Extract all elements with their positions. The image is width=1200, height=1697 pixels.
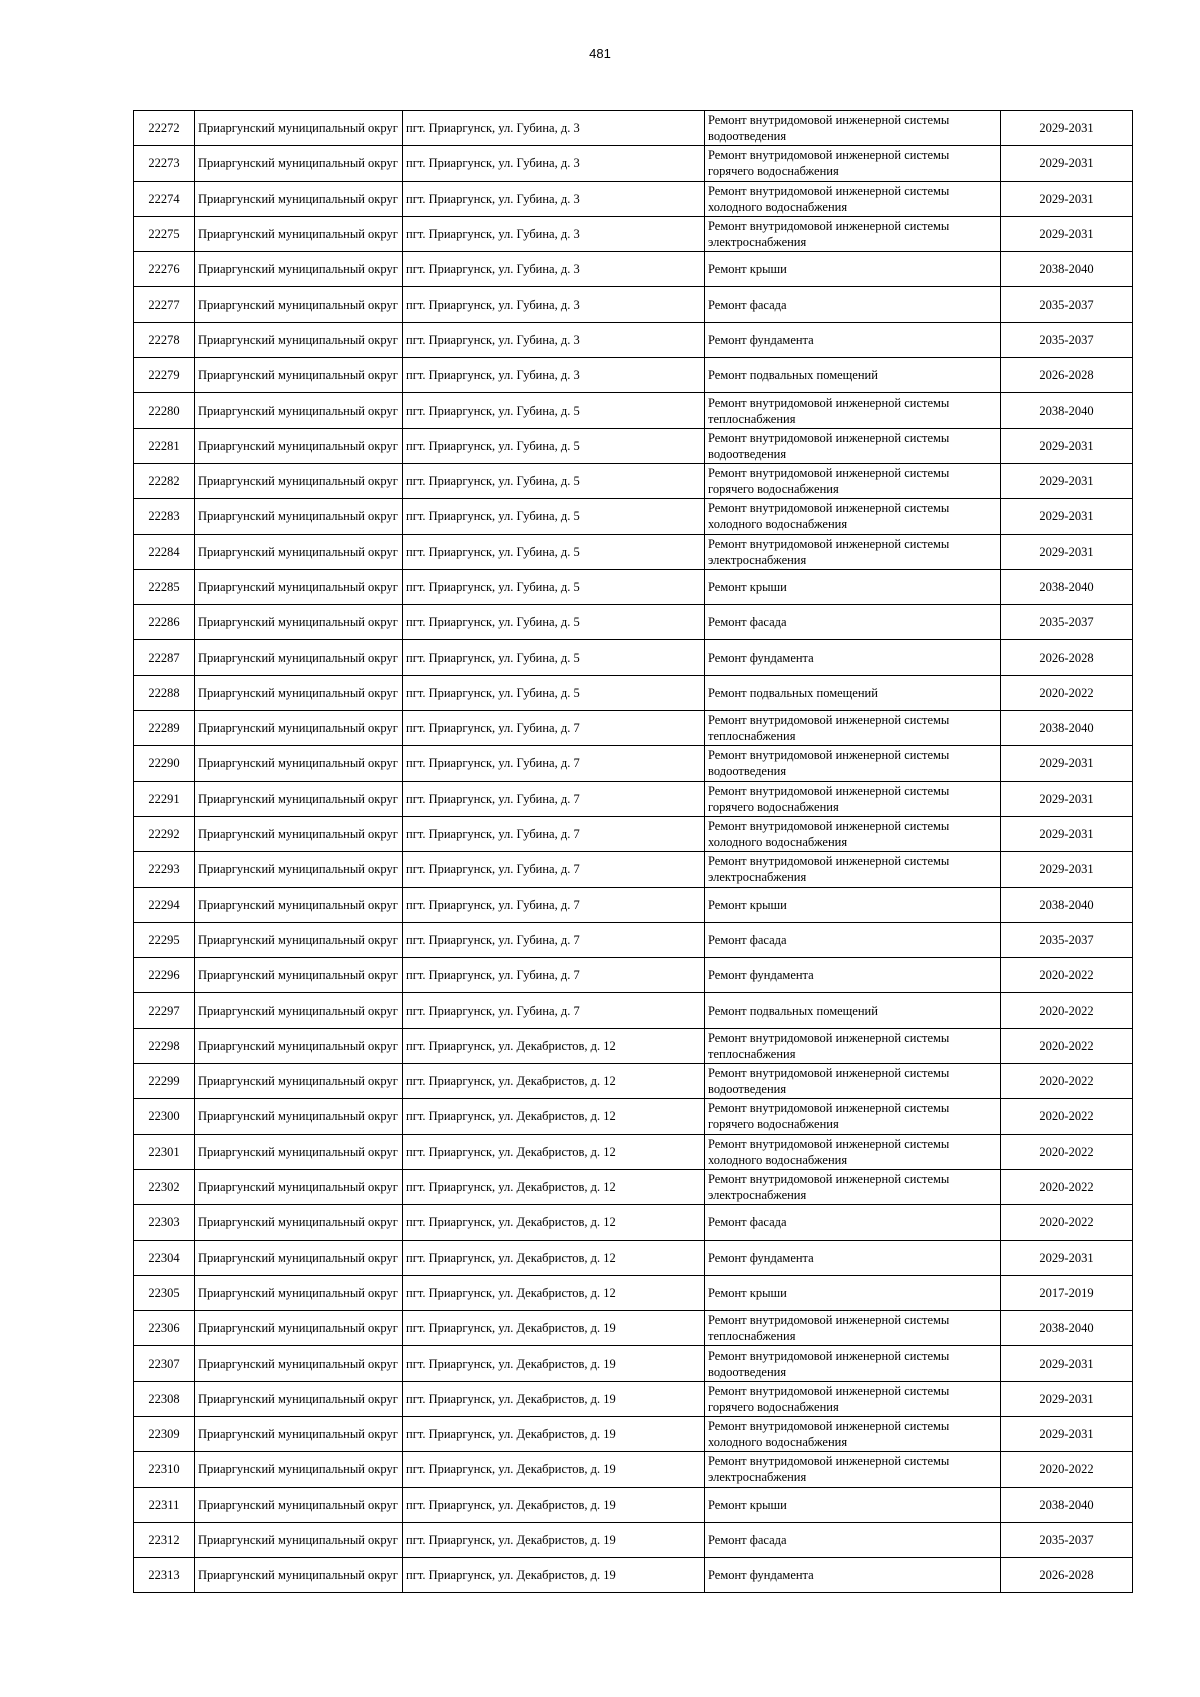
address-cell: пгт. Приаргунск, ул. Губина, д. 3 [403,322,705,357]
table-row [134,358,1133,393]
district-cell: Приаргунский муниципальный округ [195,746,403,781]
table-row [134,1169,1133,1204]
work-type-cell: Ремонт внутридомовой инженерной системы водоотведения [705,746,1001,781]
table-row [134,463,1133,498]
period-cell: 2029-2031 [1001,1381,1133,1416]
row-number: 22300 [134,1099,195,1134]
address-cell: пгт. Приаргунск, ул. Губина, д. 5 [403,393,705,428]
district-cell: Приаргунский муниципальный округ [195,181,403,216]
work-type-cell: Ремонт фундамента [705,640,1001,675]
address-cell: пгт. Приаргунск, ул. Губина, д. 5 [403,534,705,569]
address-cell: пгт. Приаргунск, ул. Губина, д. 5 [403,675,705,710]
address-cell: пгт. Приаргунск, ул. Губина, д. 7 [403,993,705,1028]
address-cell: пгт. Приаргунск, ул. Губина, д. 3 [403,358,705,393]
period-cell: 2020-2022 [1001,1134,1133,1169]
row-number: 22294 [134,887,195,922]
work-type-cell: Ремонт внутридомовой инженерной системы горячего водоснабжения [705,1381,1001,1416]
district-cell: Приаргунский муниципальный округ [195,393,403,428]
work-type-cell: Ремонт внутридомовой инженерной системы холодного водоснабжения [705,816,1001,851]
address-cell: пгт. Приаргунск, ул. Губина, д. 3 [403,181,705,216]
address-cell: пгт. Приаргунск, ул. Декабристов, д. 19 [403,1522,705,1557]
district-cell: Приаргунский муниципальный округ [195,499,403,534]
address-cell: пгт. Приаргунск, ул. Декабристов, д. 12 [403,1099,705,1134]
work-type-cell: Ремонт крыши [705,887,1001,922]
table-row [134,428,1133,463]
work-type-cell: Ремонт фасада [705,605,1001,640]
period-cell: 2020-2022 [1001,1205,1133,1240]
work-type-cell: Ремонт крыши [705,569,1001,604]
period-cell: 2029-2031 [1001,463,1133,498]
period-cell: 2029-2031 [1001,816,1133,851]
row-number: 22303 [134,1205,195,1240]
period-cell: 2020-2022 [1001,1099,1133,1134]
row-number: 22276 [134,252,195,287]
district-cell: Приаргунский муниципальный округ [195,922,403,957]
period-cell: 2029-2031 [1001,499,1133,534]
row-number: 22301 [134,1134,195,1169]
work-type-cell: Ремонт внутридомовой инженерной системы горячего водоснабжения [705,463,1001,498]
table-row [134,781,1133,816]
period-cell: 2029-2031 [1001,781,1133,816]
table-row [134,922,1133,957]
district-cell: Приаргунский муниципальный округ [195,1169,403,1204]
work-type-cell: Ремонт внутридомовой инженерной системы электроснабжения [705,534,1001,569]
row-number: 22282 [134,463,195,498]
row-number: 22278 [134,322,195,357]
work-type-cell: Ремонт внутридомовой инженерной системы водоотведения [705,428,1001,463]
period-cell: 2029-2031 [1001,1416,1133,1451]
table-row [134,146,1133,181]
work-type-cell: Ремонт внутридомовой инженерной системы горячего водоснабжения [705,781,1001,816]
address-cell: пгт. Приаргунск, ул. Губина, д. 5 [403,640,705,675]
district-cell: Приаргунский муниципальный округ [195,1346,403,1381]
table-row [134,852,1133,887]
period-cell: 2038-2040 [1001,569,1133,604]
address-cell: пгт. Приаргунск, ул. Декабристов, д. 12 [403,1169,705,1204]
table-row [134,1381,1133,1416]
period-cell: 2020-2022 [1001,1028,1133,1063]
district-cell: Приаргунский муниципальный округ [195,1416,403,1451]
row-number: 22287 [134,640,195,675]
address-cell: пгт. Приаргунск, ул. Губина, д. 7 [403,887,705,922]
address-cell: пгт. Приаргунск, ул. Губина, д. 3 [403,252,705,287]
table-row [134,1028,1133,1063]
district-cell: Приаргунский муниципальный округ [195,1064,403,1099]
work-type-cell: Ремонт фасада [705,287,1001,322]
period-cell: 2020-2022 [1001,1452,1133,1487]
period-cell: 2029-2031 [1001,852,1133,887]
table-row [134,1311,1133,1346]
table-row [134,1134,1133,1169]
work-type-cell: Ремонт внутридомовой инженерной системы холодного водоснабжения [705,499,1001,534]
work-type-cell: Ремонт внутридомовой инженерной системы электроснабжения [705,1169,1001,1204]
work-type-cell: Ремонт внутридомовой инженерной системы горячего водоснабжения [705,146,1001,181]
table-row [134,111,1133,146]
district-cell: Приаргунский муниципальный округ [195,958,403,993]
period-cell: 2038-2040 [1001,252,1133,287]
district-cell: Приаргунский муниципальный округ [195,1487,403,1522]
period-cell: 2035-2037 [1001,1522,1133,1557]
work-type-cell: Ремонт крыши [705,252,1001,287]
table-row [134,746,1133,781]
district-cell: Приаргунский муниципальный округ [195,534,403,569]
address-cell: пгт. Приаргунск, ул. Губина, д. 7 [403,816,705,851]
table-row [134,1205,1133,1240]
work-type-cell: Ремонт подвальных помещений [705,675,1001,710]
address-cell: пгт. Приаргунск, ул. Декабристов, д. 12 [403,1275,705,1310]
table-row [134,322,1133,357]
district-cell: Приаргунский муниципальный округ [195,1275,403,1310]
period-cell: 2035-2037 [1001,605,1133,640]
period-cell: 2020-2022 [1001,1064,1133,1099]
row-number: 22305 [134,1275,195,1310]
address-cell: пгт. Приаргунск, ул. Декабристов, д. 19 [403,1346,705,1381]
period-cell: 2038-2040 [1001,1311,1133,1346]
table-row [134,1240,1133,1275]
period-cell: 2029-2031 [1001,181,1133,216]
address-cell: пгт. Приаргунск, ул. Декабристов, д. 19 [403,1452,705,1487]
address-cell: пгт. Приаргунск, ул. Декабристов, д. 12 [403,1240,705,1275]
district-cell: Приаргунский муниципальный округ [195,463,403,498]
table-row [134,1487,1133,1522]
table-row [134,675,1133,710]
address-cell: пгт. Приаргунск, ул. Декабристов, д. 19 [403,1558,705,1593]
row-number: 22311 [134,1487,195,1522]
table-row [134,605,1133,640]
district-cell: Приаргунский муниципальный округ [195,322,403,357]
work-type-cell: Ремонт крыши [705,1487,1001,1522]
address-cell: пгт. Приаргунск, ул. Губина, д. 5 [403,499,705,534]
district-cell: Приаргунский муниципальный округ [195,781,403,816]
row-number: 22309 [134,1416,195,1451]
period-cell: 2035-2037 [1001,922,1133,957]
address-cell: пгт. Приаргунск, ул. Губина, д. 7 [403,746,705,781]
district-cell: Приаргунский муниципальный округ [195,993,403,1028]
row-number: 22277 [134,287,195,322]
row-number: 22286 [134,605,195,640]
work-type-cell: Ремонт подвальных помещений [705,993,1001,1028]
row-number: 22280 [134,393,195,428]
address-cell: пгт. Приаргунск, ул. Губина, д. 7 [403,852,705,887]
address-cell: пгт. Приаргунск, ул. Губина, д. 3 [403,216,705,251]
address-cell: пгт. Приаргунск, ул. Губина, д. 7 [403,781,705,816]
district-cell: Приаргунский муниципальный округ [195,111,403,146]
work-type-cell: Ремонт фундамента [705,958,1001,993]
district-cell: Приаргунский муниципальный округ [195,1381,403,1416]
address-cell: пгт. Приаргунск, ул. Губина, д. 3 [403,287,705,322]
work-type-cell: Ремонт фундамента [705,1240,1001,1275]
period-cell: 2020-2022 [1001,958,1133,993]
work-type-cell: Ремонт внутридомовой инженерной системы водоотведения [705,1064,1001,1099]
address-cell: пгт. Приаргунск, ул. Губина, д. 7 [403,958,705,993]
district-cell: Приаргунский муниципальный округ [195,252,403,287]
period-cell: 2038-2040 [1001,1487,1133,1522]
work-type-cell: Ремонт фундамента [705,1558,1001,1593]
period-cell: 2029-2031 [1001,146,1133,181]
row-number: 22307 [134,1346,195,1381]
period-cell: 2035-2037 [1001,322,1133,357]
page-number: 481 [589,46,611,61]
row-number: 22279 [134,358,195,393]
row-number: 22296 [134,958,195,993]
address-cell: пгт. Приаргунск, ул. Декабристов, д. 19 [403,1416,705,1451]
address-cell: пгт. Приаргунск, ул. Губина, д. 5 [403,605,705,640]
address-cell: пгт. Приаргунск, ул. Декабристов, д. 19 [403,1381,705,1416]
row-number: 22273 [134,146,195,181]
table-row [134,1099,1133,1134]
row-number: 22298 [134,1028,195,1063]
row-number: 22299 [134,1064,195,1099]
district-cell: Приаргунский муниципальный округ [195,1134,403,1169]
district-cell: Приаргунский муниципальный округ [195,1311,403,1346]
table-row [134,569,1133,604]
work-type-cell: Ремонт фасада [705,1522,1001,1557]
work-type-cell: Ремонт внутридомовой инженерной системы горячего водоснабжения [705,1099,1001,1134]
address-cell: пгт. Приаргунск, ул. Декабристов, д. 19 [403,1487,705,1522]
address-cell: пгт. Приаргунск, ул. Губина, д. 3 [403,111,705,146]
district-cell: Приаргунский муниципальный округ [195,852,403,887]
district-cell: Приаргунский муниципальный округ [195,675,403,710]
period-cell: 2029-2031 [1001,534,1133,569]
address-cell: пгт. Приаргунск, ул. Декабристов, д. 19 [403,1311,705,1346]
district-cell: Приаргунский муниципальный округ [195,1205,403,1240]
table-row [134,887,1133,922]
table-row [134,993,1133,1028]
row-number: 22312 [134,1522,195,1557]
address-cell: пгт. Приаргунск, ул. Декабристов, д. 12 [403,1028,705,1063]
row-number: 22306 [134,1311,195,1346]
row-number: 22272 [134,111,195,146]
row-number: 22275 [134,216,195,251]
table-row [134,640,1133,675]
period-cell: 2038-2040 [1001,711,1133,746]
address-cell: пгт. Приаргунск, ул. Губина, д. 5 [403,569,705,604]
period-cell: 2029-2031 [1001,1346,1133,1381]
table-row [134,1064,1133,1099]
table-row [134,534,1133,569]
period-cell: 2026-2028 [1001,358,1133,393]
row-number: 22295 [134,922,195,957]
row-number: 22288 [134,675,195,710]
district-cell: Приаргунский муниципальный округ [195,605,403,640]
table-row [134,499,1133,534]
district-cell: Приаргунский муниципальный округ [195,1522,403,1557]
work-type-cell: Ремонт внутридомовой инженерной системы электроснабжения [705,1452,1001,1487]
row-number: 22283 [134,499,195,534]
row-number: 22292 [134,816,195,851]
row-number: 22281 [134,428,195,463]
table-row [134,393,1133,428]
work-type-cell: Ремонт внутридомовой инженерной системы водоотведения [705,111,1001,146]
period-cell: 2029-2031 [1001,111,1133,146]
row-number: 22313 [134,1558,195,1593]
work-type-cell: Ремонт крыши [705,1275,1001,1310]
district-cell: Приаргунский муниципальный округ [195,358,403,393]
district-cell: Приаргунский муниципальный округ [195,1240,403,1275]
table-row [134,1275,1133,1310]
district-cell: Приаргунский муниципальный округ [195,640,403,675]
district-cell: Приаргунский муниципальный округ [195,216,403,251]
work-type-cell: Ремонт фасада [705,1205,1001,1240]
table-row [134,816,1133,851]
period-cell: 2020-2022 [1001,993,1133,1028]
district-cell: Приаргунский муниципальный округ [195,569,403,604]
district-cell: Приаргунский муниципальный округ [195,887,403,922]
table-row [134,287,1133,322]
period-cell: 2020-2022 [1001,1169,1133,1204]
work-type-cell: Ремонт фасада [705,922,1001,957]
row-number: 22304 [134,1240,195,1275]
district-cell: Приаргунский муниципальный округ [195,428,403,463]
period-cell: 2017-2019 [1001,1275,1133,1310]
table-row [134,1346,1133,1381]
period-cell: 2038-2040 [1001,393,1133,428]
table-row [134,181,1133,216]
row-number: 22302 [134,1169,195,1204]
period-cell: 2029-2031 [1001,746,1133,781]
row-number: 22289 [134,711,195,746]
address-cell: пгт. Приаргунск, ул. Декабристов, д. 12 [403,1205,705,1240]
work-type-cell: Ремонт внутридомовой инженерной системы теплоснабжения [705,393,1001,428]
table-row [134,958,1133,993]
address-cell: пгт. Приаргунск, ул. Губина, д. 5 [403,463,705,498]
period-cell: 2026-2028 [1001,640,1133,675]
district-cell: Приаргунский муниципальный округ [195,711,403,746]
district-cell: Приаргунский муниципальный округ [195,1452,403,1487]
row-number: 22274 [134,181,195,216]
row-number: 22291 [134,781,195,816]
repair-schedule-table [133,110,1133,1593]
row-number: 22285 [134,569,195,604]
period-cell: 2035-2037 [1001,287,1133,322]
district-cell: Приаргунский муниципальный округ [195,146,403,181]
address-cell: пгт. Приаргунск, ул. Губина, д. 7 [403,711,705,746]
address-cell: пгт. Приаргунск, ул. Декабристов, д. 12 [403,1134,705,1169]
table-row [134,711,1133,746]
work-type-cell: Ремонт внутридомовой инженерной системы водоотведения [705,1346,1001,1381]
table-row [134,1558,1133,1593]
work-type-cell: Ремонт внутридомовой инженерной системы теплоснабжения [705,711,1001,746]
row-number: 22284 [134,534,195,569]
table-body [134,111,1133,1593]
district-cell: Приаргунский муниципальный округ [195,287,403,322]
row-number: 22310 [134,1452,195,1487]
table-row [134,1452,1133,1487]
work-type-cell: Ремонт фундамента [705,322,1001,357]
period-cell: 2038-2040 [1001,887,1133,922]
table-row [134,1416,1133,1451]
district-cell: Приаргунский муниципальный округ [195,1028,403,1063]
work-type-cell: Ремонт внутридомовой инженерной системы теплоснабжения [705,1311,1001,1346]
district-cell: Приаргунский муниципальный округ [195,1099,403,1134]
district-cell: Приаргунский муниципальный округ [195,1558,403,1593]
row-number: 22308 [134,1381,195,1416]
table-row [134,1522,1133,1557]
period-cell: 2029-2031 [1001,428,1133,463]
district-cell: Приаргунский муниципальный округ [195,816,403,851]
address-cell: пгт. Приаргунск, ул. Декабристов, д. 12 [403,1064,705,1099]
address-cell: пгт. Приаргунск, ул. Губина, д. 3 [403,146,705,181]
row-number: 22297 [134,993,195,1028]
table-row [134,252,1133,287]
period-cell: 2029-2031 [1001,216,1133,251]
work-type-cell: Ремонт внутридомовой инженерной системы теплоснабжения [705,1028,1001,1063]
work-type-cell: Ремонт внутридомовой инженерной системы электроснабжения [705,216,1001,251]
work-type-cell: Ремонт внутридомовой инженерной системы холодного водоснабжения [705,181,1001,216]
work-type-cell: Ремонт внутридомовой инженерной системы электроснабжения [705,852,1001,887]
row-number: 22290 [134,746,195,781]
work-type-cell: Ремонт подвальных помещений [705,358,1001,393]
work-type-cell: Ремонт внутридомовой инженерной системы холодного водоснабжения [705,1416,1001,1451]
work-type-cell: Ремонт внутридомовой инженерной системы холодного водоснабжения [705,1134,1001,1169]
address-cell: пгт. Приаргунск, ул. Губина, д. 5 [403,428,705,463]
address-cell: пгт. Приаргунск, ул. Губина, д. 7 [403,922,705,957]
period-cell: 2020-2022 [1001,675,1133,710]
row-number: 22293 [134,852,195,887]
period-cell: 2026-2028 [1001,1558,1133,1593]
table-row [134,216,1133,251]
period-cell: 2029-2031 [1001,1240,1133,1275]
